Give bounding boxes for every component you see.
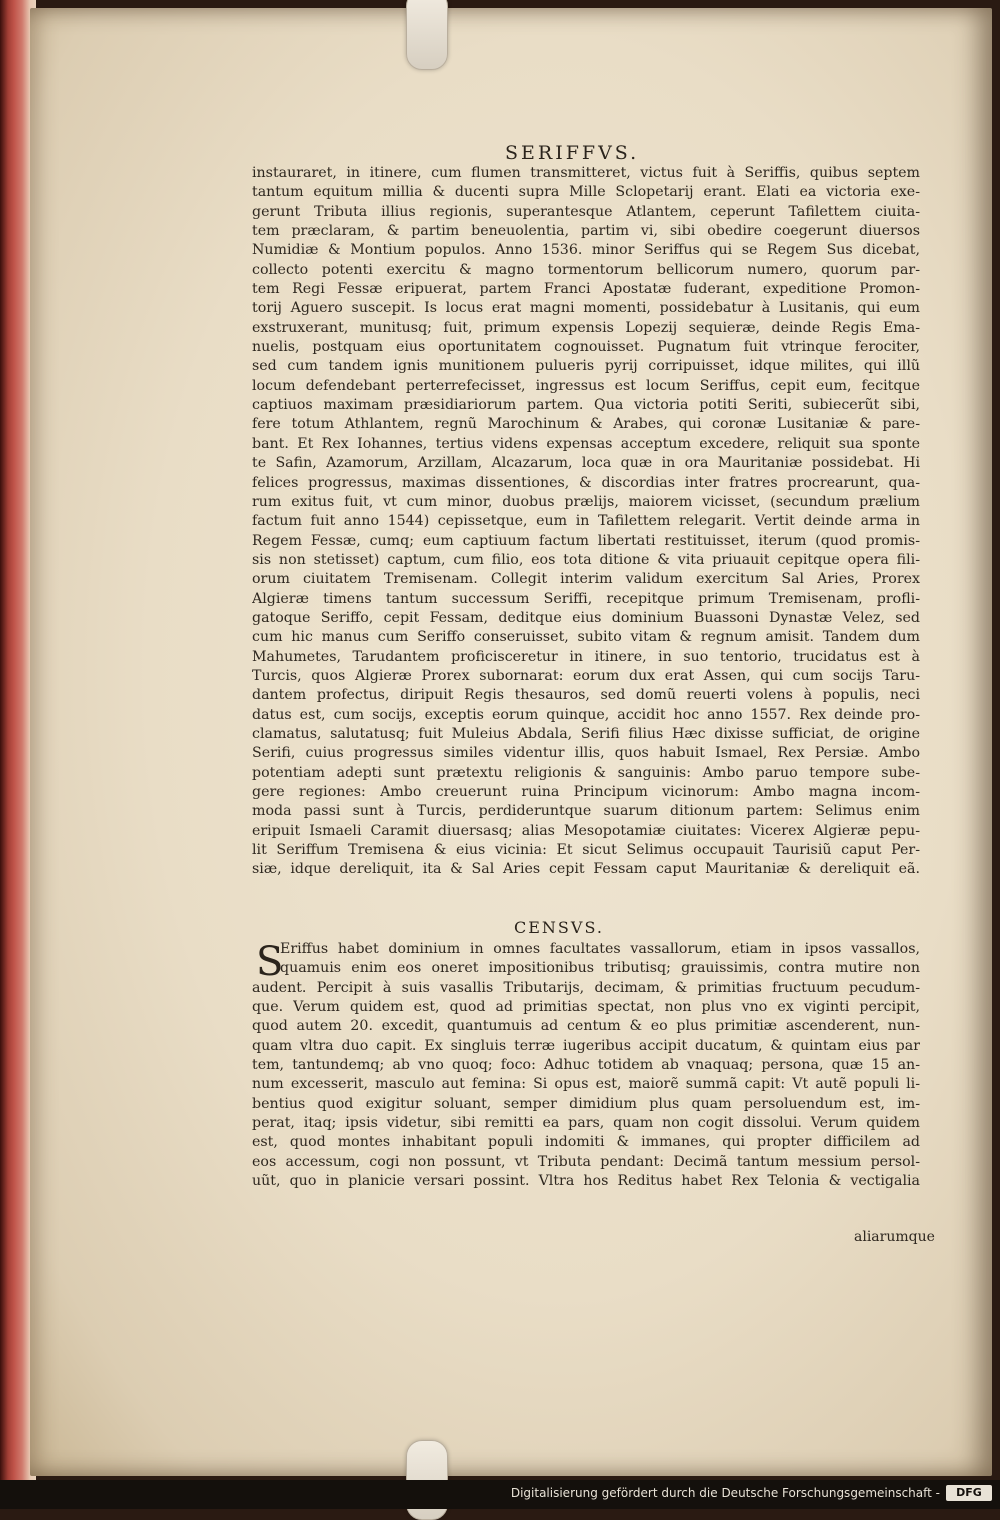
- text-line: gerunt Tributa illius regionis, superantesque Atlantem, ceperunt Tafilettem ciuita-: [252, 203, 920, 220]
- funding-credit: Digitalisierung gefördert durch die Deutsche Forschungsgemeinschaft -: [510, 1486, 940, 1500]
- text-line: quod autem 20. excedit, quantumuis ad centum & eo plus primitiæ ascenderent, nun-: [252, 1018, 920, 1035]
- text-line: perat, itaq; ipsis videtur, sibi remitti ea pars, quam non cogit dissolui. Verum quidem: [252, 1115, 920, 1132]
- text-line: orum ciuitatem Tremisenam. Collegit interim validum exercitum Sal Aries, Prorex: [252, 571, 920, 588]
- text-line: Algieræ timens tantum successum Seriffi, recepitque primum Tremisenam, profli-: [252, 590, 920, 607]
- text-line: torij Aguero suscepit. Is locus erat magni momenti, possidebatur à Lusitanis, qui eum: [252, 300, 920, 317]
- text-line: collecto potenti exercitu & magno tormentorum bellicorum numero, quorum par-: [252, 261, 920, 278]
- text-line: siæ, idque dereliquit, ita & Sal Aries cepit Fessam caput Mauritaniæ & dereliquit eã.: [252, 861, 920, 878]
- text-line: que. Verum quidem est, quod ad primitias spectat, non plus vno ex viginti percipit,: [252, 999, 920, 1016]
- text-line: lit Seriffum Tremisena & eius vicinia: Et sicut Selimus occupauit Taurisiũ caput Per-: [252, 842, 920, 859]
- text-line: nuelis, postquam eius oportunitatem cognouisset. Pugnatum fuit vtrinque ferociter,: [252, 339, 920, 356]
- text-line: captiuos maximam præsidiariorum partem. Qua victoria potiti Seriti, subiecerũt sibi,: [252, 397, 920, 414]
- main-text-block: [252, 164, 920, 880]
- text-line: bentius quod exigitur soluant, semper dimidium plus quam persoluendum est, im-: [252, 1095, 920, 1112]
- text-line: locum defendebant perterrefecisset, ingressus est locum Seriffus, cepit eum, fecitque: [252, 377, 920, 394]
- text-line: gatoque Seriffo, cepit Fessam, deditque eius dominium Buassoni Dynastæ Velez, sed: [252, 609, 920, 626]
- text-line: eripuit Ismaeli Caramit diuersasq; alias Mesopotamiæ ciuitates: Vicerex Algieræ pepu-: [252, 822, 920, 839]
- text-line: fere totum Athlantem, regnũ Marochinum & Arabes, qui coronæ Lusitaniæ & pare-: [252, 416, 920, 433]
- text-line: clamatus, salutatusq; fuit Muleius Abdala, Serifi filius Hæc dixisse sufficiat, de origine: [252, 725, 920, 742]
- text-line: instauraret, in itinere, cum flumen transmitteret, victus fuit à Seriffis, quibus septem: [252, 165, 920, 181]
- text-line: num excesserit, masculo aut femina: Si opus est, maiorẽ summã capit: Vt autẽ populi li-: [252, 1076, 920, 1093]
- text-line: sis non stetisset) captum, cum filio, eos tota ditione & vita priuauit cepitque opera fili-: [252, 551, 920, 568]
- text-line: Numidiæ & Montium populos. Anno 1536. minor Seriffus qui se Regem Sus dicebat,: [252, 242, 920, 259]
- text-line: felices progressus, maximas dissentiones, & discordias inter fratres procrearunt, qua-: [252, 474, 920, 491]
- text-line: cum hic manus cum Seriffo conseruisset, subito vitam & regnum amisit. Tandem dum: [252, 629, 920, 646]
- text-line: Mahumetes, Tarudantem proficisceretur in itinere, in suo tentorio, trucidatus est à: [252, 648, 920, 665]
- text-line: audent. Percipit à suis vasallis Tributarijs, decimam, & primitias fructuum pecudum-: [252, 979, 920, 996]
- text-line: moda passi sunt à Turcis, perdideruntque suarum ditionum partem: Selimus enim: [252, 803, 920, 820]
- text-line: quamuis enim eos oneret impositionibus tributisq; grauissimis, contra mutire non: [280, 960, 920, 977]
- text-line: datus est, cum socijs, exceptis eorum quinque, accidit hoc anno 1557. Rex deinde pro-: [252, 706, 920, 723]
- text-line: tem, tantundemq; ab vno quoq; foco: Adhuc totidem ab vnaquaq; persona, quæ 15 an-: [252, 1057, 920, 1074]
- text-line: Eriffus habet dominium in omnes facultates vassallorum, etiam in ipsos vassallos,: [280, 941, 920, 957]
- text-line: gere regiones: Ambo creuerunt ruina Principum vicinorum: Ambo magna incom-: [252, 784, 920, 800]
- text-line: dantem profectus, diripuit Regis thesauros, sed domũ reuerti volens à populis, neci: [252, 687, 920, 704]
- dfg-logo: DFG: [946, 1485, 992, 1501]
- text-line: Regem Fessæ, cumq; eum captiuum factum libertati restituisset, iterum (quod promis-: [252, 532, 920, 549]
- running-header: SERIFFVS.: [505, 142, 640, 164]
- catchword: aliarumque: [854, 1229, 935, 1245]
- text-line: tantum equitum millia & ducenti supra Mille Sclopetarij erant. Elati ea victoria exe-: [252, 184, 920, 201]
- drop-capital: S: [256, 939, 284, 985]
- text-line: tem Regi Fessæ eripuerat, partem Franci Apostatæ fuderant, expeditione Promon-: [252, 281, 920, 298]
- page-clip-top: [406, 0, 448, 70]
- text-line: potentiam adepti sunt prætextu religionis & sanguinis: Ambo paruo tempore sube-: [252, 764, 920, 781]
- text-line: quam vltra duo capit. Ex singluis terræ iugeribus accipit ducatum, & quintam eius par: [252, 1037, 920, 1054]
- text-line: rum exitus fuit, vt cum minor, duobus prælijs, maiorem vicisset, (secundum prælium: [252, 493, 920, 510]
- text-line: eos accessum, cogi non possunt, vt Tributa pendant: Decimã tantum messium persol-: [252, 1153, 920, 1170]
- text-line: Serifi, cuius progressus similes videntur illis, quos habuit Ismael, Rex Persiæ. Ambo: [252, 745, 920, 762]
- text-line: est, quod montes inhabitant populi indomiti & immanes, qui propter difficilem ad: [252, 1134, 920, 1151]
- text-line: factum fuit anno 1544) cepissetque, eum in Tafilettem relegarit. Vertit deinde arma in: [252, 513, 920, 530]
- text-line: exstruxerant, munitusq; fuit, primum expensis Lopezij sequieræ, deinde Regis Ema-: [252, 319, 920, 336]
- section-heading: CENSVS.: [514, 918, 604, 937]
- census-text-block: [252, 940, 920, 1191]
- text-line: tem præclaram, & partim beneuolentia, partim vi, sibi obedire coegerunt diuersos: [252, 223, 920, 240]
- text-line: bant. Et Rex Iohannes, tertius videns expensas acceptum excedere, reliquit sua sponte: [252, 435, 920, 452]
- text-line: Turcis, quos Algieræ Prorex subornarat: eorum dux erat Assen, qui cum socijs Taru-: [252, 667, 920, 684]
- text-line: sed cum tandem ignis munitionem pulueris pyrij corripuisset, idque milites, qui illũ: [252, 358, 920, 375]
- text-line: te Safin, Azamorum, Arzillam, Alcazarum, loca quæ in ora Mauritaniæ possidebat. Hi: [252, 455, 920, 472]
- text-line: uũt, quo in planicie versari possint. Vltra hos Reditus habet Rex Telonia & vectigalia: [252, 1173, 920, 1190]
